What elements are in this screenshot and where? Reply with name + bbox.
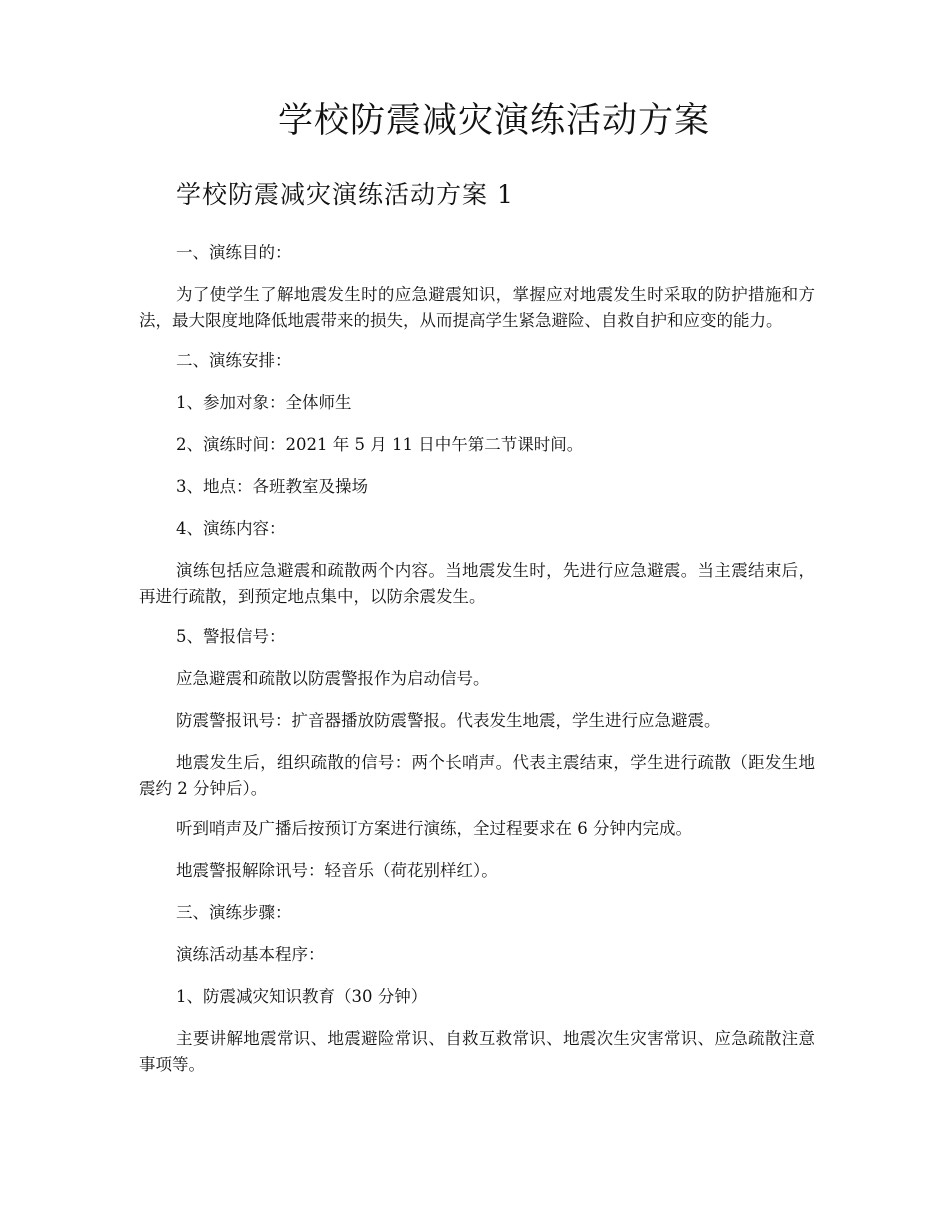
section-heading: 学校防震减灾演练活动方案 1 <box>176 180 514 209</box>
paragraph-participants: 1、参加对象：全体师生 <box>176 393 352 412</box>
paragraph-time: 2、演练时间：2021 年 5 月 11 日中午第二节课时间。 <box>176 435 584 454</box>
paragraph-alarm-signal: 防震警报讯号：扩音器播放防震警报。代表发生地震，学生进行应急避震。 <box>176 711 721 730</box>
paragraph-education-detail: 主要讲解地震常识、地震避险常识、自救互救常识、地震次生灾害常识、应急疏散注意事项等。 <box>139 1029 815 1074</box>
paragraph-education: 1、防震减灾知识教育（30 分钟） <box>176 987 428 1006</box>
paragraph-content-heading: 4、演练内容： <box>176 519 286 538</box>
paragraph-alarm-release: 地震警报解除讯号：轻音乐（荷花别样红）。 <box>176 861 498 880</box>
paragraph-purpose-heading: 一、演练目的： <box>176 243 292 262</box>
paragraph-drill-duration: 听到哨声及广播后按预订方案进行演练，全过程要求在 6 分钟内完成。 <box>176 819 692 838</box>
paragraph-content: 演练包括应急避震和疏散两个内容。当地震发生时，先进行应急避震。当主震结束后，再进行疏散，到预定地点集中，以防余震发生。 <box>139 561 815 606</box>
paragraph-signal-heading: 5、警报信号： <box>176 627 286 646</box>
paragraph-location: 3、地点：各班教室及操场 <box>176 477 368 496</box>
document-title: 学校防震减灾演练活动方案 <box>277 101 710 141</box>
document-body <box>139 240 815 1092</box>
paragraph-purpose: 为了使学生了解地震发生时的应急避震知识，掌握应对地震发生时采取的防护措施和方法，最大限度地降低地震带来的损失，从而提高学生紧急避险、自救自护和应变的能力。 <box>139 285 815 330</box>
paragraph-steps-heading: 三、演练步骤： <box>176 903 292 922</box>
paragraph-arrangement-heading: 二、演练安排： <box>176 351 292 370</box>
paragraph-procedure: 演练活动基本程序： <box>176 945 325 964</box>
paragraph-evacuation-signal: 地震发生后，组织疏散的信号：两个长哨声。代表主震结束，学生进行疏散（距发生地震约 2 分钟后）。 <box>139 753 815 798</box>
paragraph-signal-start: 应急避震和疏散以防震警报作为启动信号。 <box>176 669 490 688</box>
